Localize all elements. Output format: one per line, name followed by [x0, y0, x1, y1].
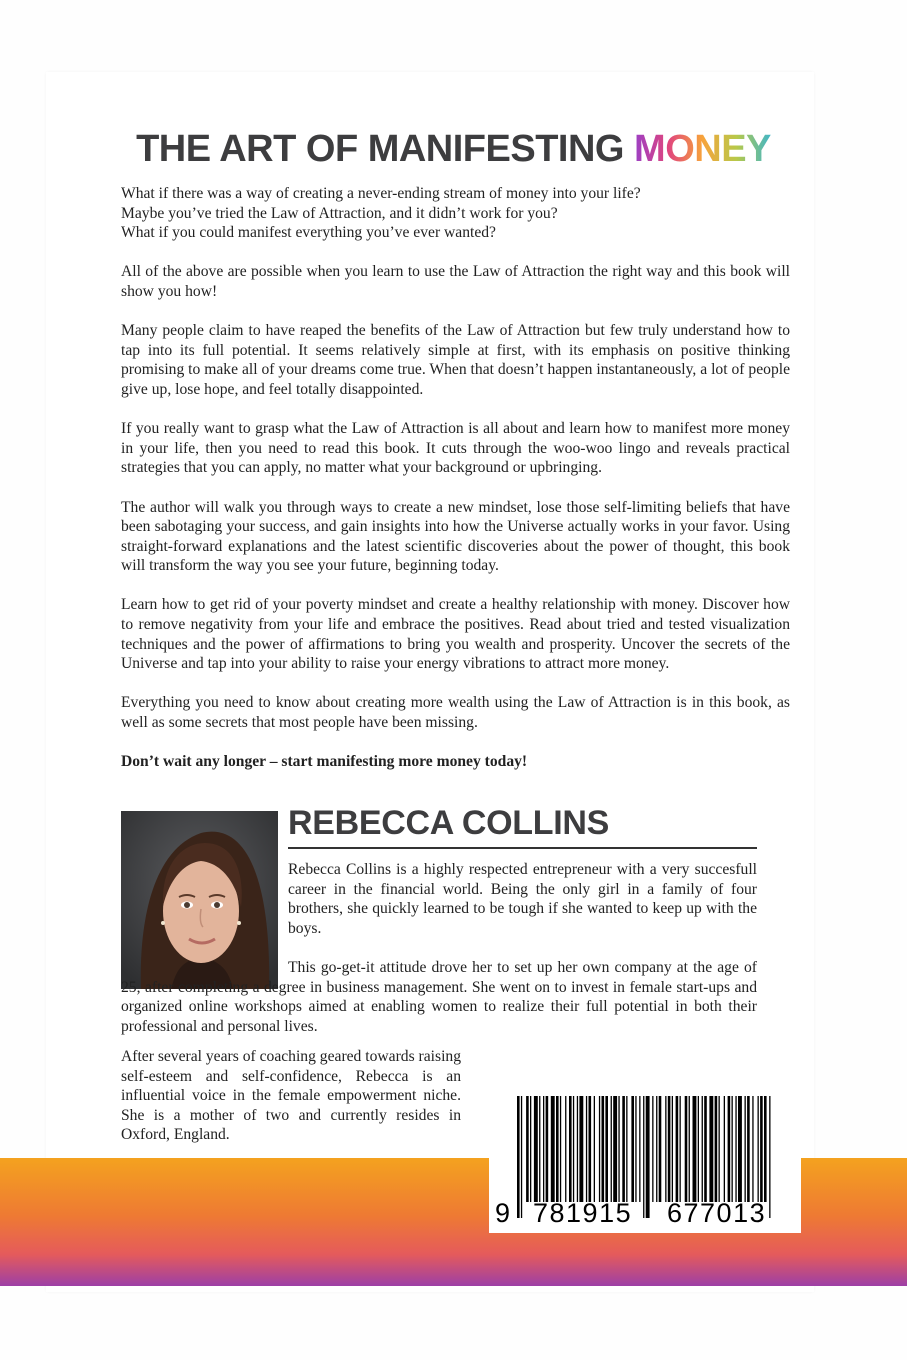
isbn-barcode — [489, 1082, 801, 1233]
barcode-bar — [546, 1096, 549, 1202]
barcode-bar — [652, 1096, 653, 1202]
barcode-bar — [577, 1096, 578, 1202]
barcode-bar — [672, 1096, 673, 1202]
barcode-bar — [613, 1096, 617, 1202]
barcode-bar — [569, 1096, 572, 1202]
blurb-paragraph: Everything you need to know about creating more wealth using the Law of Attraction is in this book, as well as some secrets that most people have been missing. — [121, 694, 790, 732]
barcode-bar — [735, 1096, 736, 1202]
barcode-bar — [715, 1096, 718, 1202]
barcode-bar — [668, 1096, 671, 1202]
barcode-bar — [724, 1096, 725, 1202]
barcode-bar — [689, 1096, 690, 1202]
barcode-bar — [665, 1096, 666, 1202]
barcode-bar — [732, 1096, 733, 1202]
barcode-bar — [702, 1096, 703, 1202]
barcode-bar — [599, 1096, 600, 1202]
barcode-bar — [676, 1096, 679, 1202]
barcode-bar — [565, 1096, 566, 1202]
barcode-digits-left: 781915 — [533, 1198, 633, 1228]
author-divider — [288, 847, 757, 849]
barcode-bar — [769, 1096, 770, 1218]
barcode-bar — [539, 1096, 540, 1202]
barcode-bar — [586, 1096, 587, 1202]
blurb-paragraph: If you really want to grasp what the Law of Attraction is all about and learn how to manifest more money in your life, then you need to read this book. It cuts through the woo-woo lingo and reveals practical strategies that you can apply, no matter what your background or upbringing. — [121, 420, 790, 477]
author-bio-paragraph: Rebecca Collins is a highly respected entrepreneur with a very succesfull career in the financial world. Being the only girl in a family of four brothers, she quickly learned to be tough if she wanted to keep up with the boys. — [288, 861, 757, 937]
barcode-bar — [760, 1096, 763, 1202]
blurb-paragraph: All of the above are possible when you learn to use the Law of Attraction the right way and this book will show you how! — [121, 263, 790, 300]
barcode-bar — [728, 1096, 731, 1202]
barcode-bar — [758, 1096, 759, 1202]
barcode-bar — [526, 1096, 529, 1202]
barcode-bar — [631, 1096, 634, 1202]
blurb — [121, 184, 790, 791]
intro-line: Maybe you’ve tried the Law of Attraction, and it didn’t work for you? — [121, 204, 558, 222]
barcode-bar — [530, 1096, 531, 1202]
barcode-bar — [659, 1096, 662, 1202]
barcode-bar — [704, 1096, 707, 1202]
barcode-digits-right: 677013 — [667, 1198, 767, 1228]
barcode-bar — [622, 1096, 625, 1202]
intro-paragraph — [121, 184, 790, 243]
title-main: THE ART OF MANIFESTING — [136, 128, 624, 170]
barcode-bar — [618, 1096, 619, 1202]
barcode-bar — [626, 1096, 627, 1202]
barcode-bar — [605, 1096, 608, 1202]
blurb-paragraph: The author will walk you through ways to create a new mindset, lose those self-limiting beliefs that have been sabotaging your success, and gain insights into how the Universe actually works in your favor. Using straight-forward explanations and the latest scientific discoveries about the power of thought, this book will transform the way you see your future, beginning today. — [121, 498, 790, 575]
barcode-bar — [745, 1096, 746, 1202]
barcode-bar — [602, 1096, 605, 1202]
barcode-bar — [738, 1096, 742, 1202]
barcode-bar — [573, 1096, 574, 1202]
barcode-bar — [517, 1096, 520, 1218]
barcode-bar — [764, 1096, 767, 1202]
barcode-bar — [685, 1096, 688, 1202]
book-title — [0, 128, 907, 171]
call-to-action: Don’t wait any longer – start manifesting more money today! — [121, 753, 528, 771]
barcode-bar — [646, 1096, 650, 1218]
barcode-bar — [693, 1096, 697, 1202]
barcode-bar — [680, 1096, 681, 1202]
barcode-bar — [656, 1096, 657, 1202]
title-accent: MONEY — [634, 128, 771, 170]
blurb-paragraph: Learn how to get rid of your poverty mindset and create a healthy relationship with money. Discover how to remove negativity from your life and embrace the positives. Read about tried and tested visualization techniques and the power of affirmations to bring you wealth and prosperity. Uncover the secrets of the Universe and tap into your ability to raise your energy vibrations to attract more money. — [121, 596, 790, 673]
intro-line: What if there was a way of creating a never-ending stream of money into your life? — [121, 185, 641, 202]
barcode-digit-lead: 9 — [495, 1198, 512, 1228]
barcode-bar — [560, 1096, 561, 1202]
author-name: REBECCA COLLINS — [288, 804, 610, 842]
barcode-bar — [521, 1096, 522, 1218]
barcode-bar — [747, 1096, 750, 1202]
barcode-bar — [543, 1096, 544, 1202]
barcode-bar — [639, 1096, 640, 1202]
author-bio-paragraph: This go-get-it attitude drove her to set up her own company at the age of 25, after completing a degree in business management. She went on to invest in female start-ups and organized online workshops aimed at enabling women to realize their full potential in both their professional and personal lives. — [121, 959, 757, 1035]
barcode-bar — [643, 1096, 644, 1218]
barcode-bar — [589, 1096, 592, 1202]
barcode-bar — [551, 1096, 555, 1202]
barcode-bar — [698, 1096, 699, 1202]
barcode-bar — [719, 1096, 720, 1202]
barcode-bar — [556, 1096, 559, 1202]
barcode-bar — [635, 1096, 636, 1202]
barcode-bar — [611, 1096, 612, 1202]
barcode-bar — [534, 1096, 538, 1202]
author-bio-paragraph: After several years of coaching geared towards raising self-esteem and self-confidence, Rebecca is an influential voice in the female empowerment niche. She is a mother of two and currently resides in Oxford, England. — [121, 1048, 461, 1144]
barcode-bar — [752, 1096, 753, 1202]
intro-line: What if you could manifest everything you’ve ever wanted? — [121, 224, 496, 242]
blurb-paragraph: Many people claim to have reaped the benefits of the Law of Attraction but few truly understand how to tap into its full potential. It seems relatively simple at first, with its emphasis on positive thinking promising to make all of your dreams come true. When that doesn’t happen instantaneously, a lot of people give up, lose hope, and feel totally disappointed. — [121, 322, 790, 398]
barcode-bar — [709, 1096, 713, 1202]
barcode-bar — [594, 1096, 595, 1202]
barcode-bar — [579, 1096, 583, 1202]
